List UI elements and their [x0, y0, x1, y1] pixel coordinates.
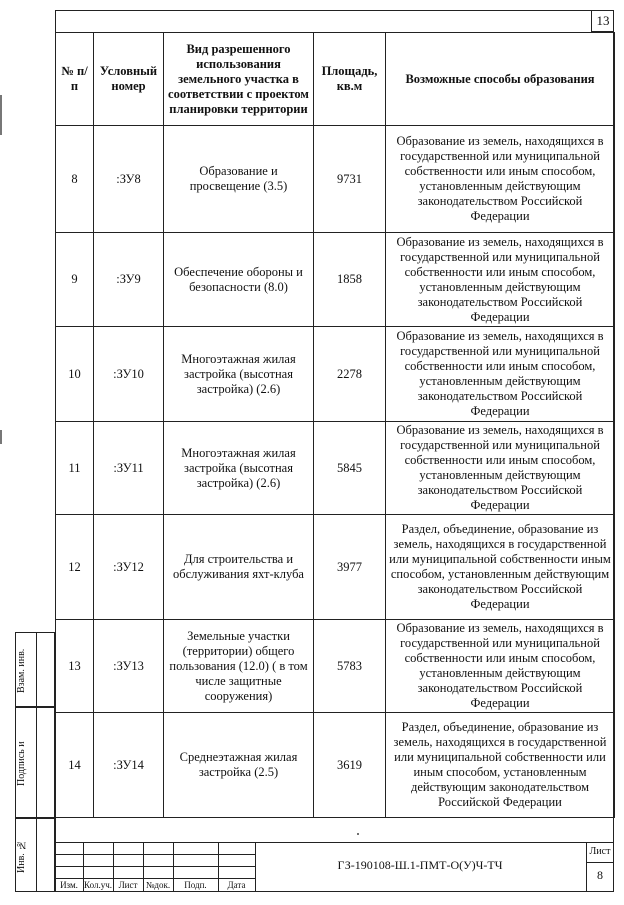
stamp-label-change: Изм.	[60, 880, 78, 890]
cell-area: 5845	[314, 422, 386, 515]
cell-num: 11	[56, 422, 94, 515]
cell-num: 10	[56, 327, 94, 422]
cell-methods: Образование из земель, находящихся в государственной или муниципальной собственности или иным способом, установленным действующим законодательством Российской Федерации	[386, 422, 615, 515]
land-plots-table	[55, 32, 615, 818]
cell-id: :ЗУ13	[94, 620, 164, 713]
page-number: 13	[591, 10, 614, 32]
header-num: № п/п	[56, 33, 94, 126]
cell-id: :ЗУ11	[94, 422, 164, 515]
table-row	[56, 126, 615, 233]
side-label-signature: Подпись и	[16, 741, 27, 786]
scan-dot	[357, 833, 359, 835]
side-box-replacement	[15, 632, 55, 707]
cell-use: Для строительства и обслуживания яхт-клуба	[164, 515, 314, 620]
scan-artifact	[0, 430, 2, 444]
side-box-inventory	[15, 818, 55, 892]
cell-id: :ЗУ9	[94, 233, 164, 327]
sheet-label: Лист	[589, 846, 611, 857]
cell-area: 2278	[314, 327, 386, 422]
cell-use: Обеспечение обороны и безопасности (8.0)	[164, 233, 314, 327]
header-id: Условный номер	[94, 33, 164, 126]
table-row	[56, 422, 615, 515]
header-methods: Возможные способы образования	[386, 33, 615, 126]
cell-num: 9	[56, 233, 94, 327]
cell-id: :ЗУ14	[94, 713, 164, 818]
table-row	[56, 515, 615, 620]
header-use: Вид разрешенного использования земельного участка в соответствии с проектом планировки территории	[164, 33, 314, 126]
table-row	[56, 713, 615, 818]
stamp-label-date: Дата	[227, 880, 246, 890]
cell-num: 14	[56, 713, 94, 818]
cell-use: Образование и просвещение (3.5)	[164, 126, 314, 233]
cell-use: Многоэтажная жилая застройка (высотная застройка) (2.6)	[164, 327, 314, 422]
cell-methods: Раздел, объединение, образование из земель, находящихся в государственной или муниципальной собственности или иным способом, установленным действующим законодательством Российской Федерации	[386, 713, 615, 818]
stamp-label-sheet: Лист	[118, 880, 138, 890]
cell-use: Многоэтажная жилая застройка (высотная застройка) (2.6)	[164, 422, 314, 515]
table-row	[56, 620, 615, 713]
document-code: ГЗ-190108-Ш.1-ПМТ-О(У)Ч-ТЧ	[337, 858, 503, 872]
stamp-label-docno: №док.	[145, 880, 171, 890]
cell-id: :ЗУ12	[94, 515, 164, 620]
cell-methods: Образование из земель, находящихся в государственной или муниципальной собственности или иным способом, установленным действующим законодательством Российской Федерации	[386, 233, 615, 327]
side-box-signature	[15, 707, 55, 818]
cell-num: 12	[56, 515, 94, 620]
sheet-number: 8	[597, 868, 603, 882]
stamp-label-count: Кол.уч.	[84, 880, 112, 890]
cell-num: 8	[56, 126, 94, 233]
cell-methods: Образование из земель, находящихся в государственной или муниципальной собственности или иным способом, установленным действующим законодательством Российской Федерации	[386, 327, 615, 422]
title-block	[55, 842, 614, 892]
cell-area: 5783	[314, 620, 386, 713]
header-area: Площадь, кв.м	[314, 33, 386, 126]
cell-num: 13	[56, 620, 94, 713]
cell-methods: Образование из земель, находящихся в государственной или муниципальной собственности или иным способом, установленным действующим законодательством Российской Федерации	[386, 126, 615, 233]
cell-area: 3977	[314, 515, 386, 620]
cell-methods: Раздел, объединение, образование из земель, находящихся в государственной или муниципальной собственности иным способом, установленным действующим законодательством Российской Федерации	[386, 515, 615, 620]
cell-id: :ЗУ10	[94, 327, 164, 422]
scan-artifact	[0, 95, 2, 135]
side-label-replacement: Взам. инв.	[16, 648, 27, 693]
cell-area: 1858	[314, 233, 386, 327]
side-label-inventory: Инв. №	[16, 839, 27, 873]
cell-id: :ЗУ8	[94, 126, 164, 233]
cell-area: 9731	[314, 126, 386, 233]
table-row	[56, 233, 615, 327]
stamp-label-signature: Подп.	[184, 880, 207, 890]
cell-use: Среднеэтажная жилая застройка (2.5)	[164, 713, 314, 818]
cell-methods: Образование из земель, находящихся в государственной или муниципальной собственности или иным способом, установленным действующим законодательством Российской Федерации	[386, 620, 615, 713]
cell-area: 3619	[314, 713, 386, 818]
table-header-row	[56, 33, 615, 126]
cell-use: Земельные участки (территории) общего пользования (12.0) ( в том числе защитные сооружения)	[164, 620, 314, 713]
table-row	[56, 327, 615, 422]
